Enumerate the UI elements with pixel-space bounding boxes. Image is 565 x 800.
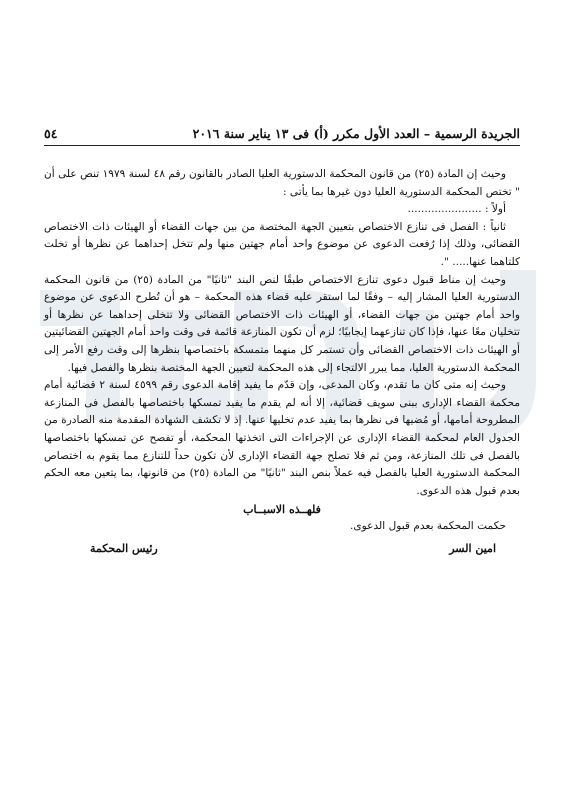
paragraph-article-25: وحيث إن المادة (٢٥) من قانون المحكمة الدستورية العليا الصادر بالقانون رقم ٤٨ لسنة ١٩٧٩ تنص على أن " تختص المحكمة الدستورية العليا دون غيرها بما يأتى : — [43, 168, 520, 198]
gazette-page — [44, 126, 520, 555]
paragraph-application: وحيث إنه متى كان ما تقدم، وكان المدعى، وإن قدّم ما يفيد إقامة الدعوى رقم ٤٥٩٩ لسنة ٢ قضائية أمام محكمة القضاء الإدارى ببنى سويف قضائية، إلا أنه لم يقدم ما يفيد تمسكها باختصاصها بالفصل فى المنازعة المطروحة أمامها، أو مُضيها فى نظرها بما يفيد عدم تخليها عنها. إذ لا تكشف الشهادة المقدمة منه الصادرة من الجدول العام لمحكمة القضاء الإدارى عن الإجراءات التى اتخذتها المحكمة، أو تفصح عن تمسكها باختصاصها بالفصل فى تلك المنازعة، ومن ثم فلا تصلح جهة القضاء الإدارى لأن تكون حداً للتنازع مما يقوم به اختصاص المحكمة الدستورية العليا بالفصل فيه عملاً بنص البند "ثانيًا" من المادة (٢٥) من قانونها، بما يتعين معه الحكم بعدم قبول هذه الدعوى. — [44, 379, 521, 497]
document-body — [44, 166, 520, 555]
court-secretary-signature: امين السر — [449, 541, 496, 555]
court-president-signature: رئيس المحكمة — [90, 541, 158, 555]
paragraph-second-clause: ثانياً : الفصل فى تنازع الاختصاص بتعيين الجهة المختصة من بين جهات القضاء أو الهيئات ذات الاختصاص القضائى، وذلك إذا رُفعت الدعوى عن موضوع واحد أمام جهتين منها ولم تتخل إحداهما عن نظرها أو تخلت كلتاهما عنها..... ". — [44, 220, 520, 268]
reasons-heading: فلهــذه الاسبــاب — [243, 503, 321, 517]
ruling-text: حكمت المحكمة بعدم قبول الدعوى. — [350, 520, 506, 533]
paragraph-first-clause: أولاً : ...................... — [407, 203, 506, 216]
page-header — [44, 126, 520, 146]
paragraph-admissibility-criteria: وحيث إن مناط قبول دعوى تنازع الاختصاص طبقًا لنص البند "ثانيًا" من المادة (٢٥) من قانون المحكمة الدستورية العليا المشار إليه – وفقًا لما استقر عليه قضاء هذه المحكمة – هو أن تُطرح الدعوى عن موضوع واحد أمام جهتين من جهات القضاء، أو الهيئات ذات الاختصاص القضائى ولا تتخلى إحداهما عن نظرها أو تتخليان معًا عنها، فإذا كان تنازعهما إيجابيًا؛ لزم أن تكون المنازعة قائمة فى وقت واحد أمام الجهتين القضائيتين أو الهيئات ذات الاختصاص القضائى وأن تستمر كل منهما متمسكة باختصاصها بنظرها إلى وقت رفع الأمر إلى المحكمة الدستورية العليا، مما يبرر الالتجاء إلى هذه المحكمة لتعيين الجهة المختصة بنظرها والفصل فيها. — [44, 273, 520, 374]
page-number: ٥٤ — [44, 126, 58, 141]
signatures — [44, 542, 520, 555]
header-title: الجريدة الرسمية – العدد الأول مكرر (أ) فى ١٣ يناير سنة ٢٠١٦ — [192, 126, 520, 141]
